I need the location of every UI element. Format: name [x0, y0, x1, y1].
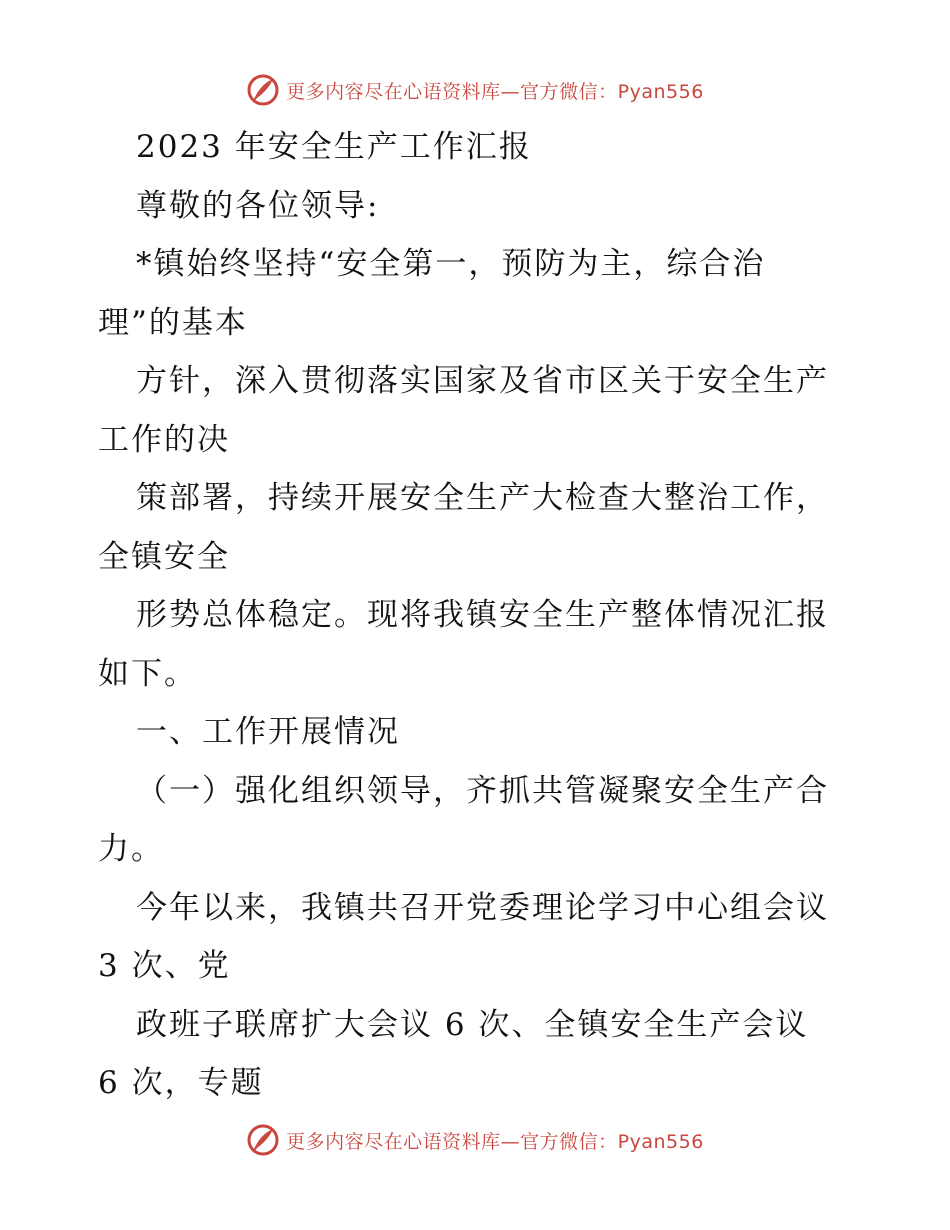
document-line: 全镇安全 — [98, 538, 230, 575]
document-line: *镇始终坚持“安全第一，预防为主，综合治 — [136, 246, 766, 282]
document-line: 如下。 — [98, 655, 197, 692]
document-line: （一）强化组织领导，齐抓共管凝聚安全生产合 — [136, 772, 829, 809]
document-body — [98, 118, 858, 1113]
document-line: 6 次，专题 — [98, 1065, 264, 1101]
document-line: 力。 — [98, 831, 164, 867]
watermark-header — [0, 70, 950, 110]
document-line: 2023 年安全生产工作汇报 — [136, 129, 532, 165]
document-line: 3 次、党 — [98, 948, 231, 984]
document-line: 工作的决 — [98, 421, 230, 458]
feather-pen-logo-icon — [246, 1123, 280, 1157]
document-line: 一、工作开展情况 — [136, 714, 400, 750]
feather-pen-logo-icon — [246, 73, 280, 107]
document-line: 策部署，持续开展安全生产大检查大整治工作， — [136, 480, 829, 516]
document-line: 今年以来，我镇共召开党委理论学习中心组会议 — [136, 889, 829, 926]
document-line: 方针，深入贯彻落实国家及省市区关于安全生产 — [136, 363, 829, 399]
document-line: 政班子联席扩大会议 6 次、全镇安全生产会议 — [136, 1006, 809, 1043]
document-line: 尊敬的各位领导: — [136, 187, 380, 224]
document-line: 形势总体稳定。现将我镇安全生产整体情况汇报 — [136, 597, 829, 633]
watermark-text: 更多内容尽在心语资料库—官方微信：Pyan556 — [286, 1130, 704, 1153]
watermark-footer — [0, 1120, 950, 1160]
watermark-text: 更多内容尽在心语资料库—官方微信：Pyan556 — [286, 80, 704, 103]
document-line: 理”的基本 — [98, 304, 248, 341]
